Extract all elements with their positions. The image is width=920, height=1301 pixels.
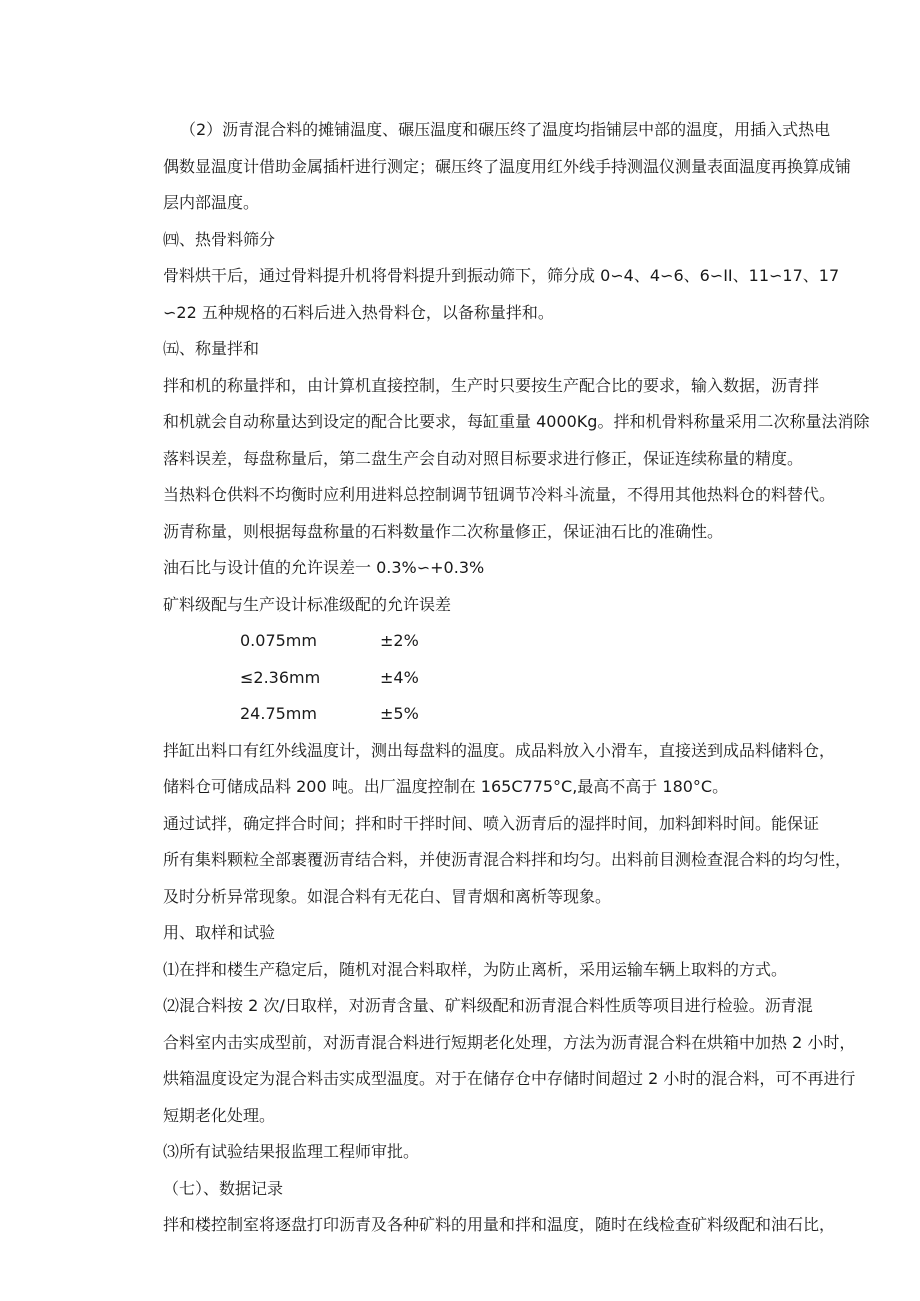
paragraph-line: 所有集料颗粒全部裹覆沥青结合料，并使沥青混合料拌和均匀。出料前目测检查混合料的均匀性， xyxy=(163,850,852,869)
tolerance-value: ±5% xyxy=(380,704,419,723)
paragraph-line: 储料仓可储成品料 200 吨。出厂温度控制在 165C775°C,最高不高于 180°C。 xyxy=(163,777,729,796)
paragraph-line: 烘箱温度设定为混合料击实成型温度。对于在储存仓中存储时间超过 2 小时的混合料，可不再进行 xyxy=(163,1069,856,1088)
paragraph-line: 沥青称量，则根据每盘称量的石料数量作二次称量修正，保证油石比的准确性。 xyxy=(163,522,724,541)
paragraph-line: 层内部温度。 xyxy=(163,193,260,212)
tolerance-value: ±4% xyxy=(380,668,419,687)
paragraph-line: 通过试拌，确定拌合时间；拌和时干拌时间、喷入沥青后的湿拌时间，加料卸料时间。能保证 xyxy=(163,814,820,833)
paragraph-line: 短期老化处理。 xyxy=(163,1106,276,1125)
paragraph-line: ∽22 五种规格的石料后进入热骨料仓，以备称量拌和。 xyxy=(163,303,554,322)
section-heading: ㈣、热骨料筛分 xyxy=(163,230,276,249)
paragraph-line: 拌和机的称量拌和，由计算机直接控制，生产时只要按生产配合比的要求，输入数据，沥青拌 xyxy=(163,376,820,395)
sieve-size: 0.075mm xyxy=(240,631,317,650)
paragraph-line: ⑴在拌和楼生产稳定后，随机对混合料取样，为防止离析，采用运输车辆上取料的方式。 xyxy=(163,960,788,979)
paragraph-line: 偶数显温度计借助金属插杆进行测定；碾压终了温度用红外线手持测温仪测量表面温度再换算成铺 xyxy=(163,157,852,176)
sieve-size: 24.75mm xyxy=(240,704,317,723)
paragraph-line: 及时分析异常现象。如混合料有无花白、冒青烟和离析等现象。 xyxy=(163,887,612,906)
paragraph-line: 拌和楼控制室将逐盘打印沥青及各种矿料的用量和拌和温度，随时在线检查矿料级配和油石比， xyxy=(163,1215,836,1234)
paragraph-line: 当热料仓供料不均衡时应利用进料总控制调节钮调节冷料斗流量，不得用其他热料仓的料替代。 xyxy=(163,485,836,504)
tolerance-value: ±2% xyxy=(380,631,419,650)
section-heading: ㈤、称量拌和 xyxy=(163,339,260,358)
paragraph-line: （2）沥青混合料的摊铺温度、碾压温度和碾压终了温度均指铺层中部的温度，用插入式热电 xyxy=(180,120,831,139)
paragraph-line: 落料误差，每盘称量后，第二盘生产会自动对照目标要求进行修正，保证连续称量的精度。 xyxy=(163,449,804,468)
paragraph-line: ⑵混合料按 2 次/日取样，对沥青含量、矿料级配和沥青混合料性质等项目进行检验。沥青混 xyxy=(163,996,813,1015)
section-heading: 用、取样和试验 xyxy=(163,923,276,942)
paragraph-line: 油石比与设计值的允许误差一 0.3%∽+0.3% xyxy=(163,558,485,577)
paragraph-line: 骨料烘干后，通过骨料提升机将骨料提升到振动筛下，筛分成 0∽4、4∽6、6∽II、11∽17、17 xyxy=(163,266,840,285)
paragraph-line: 矿料级配与生产设计标准级配的允许误差 xyxy=(163,595,452,614)
paragraph-line: 合料室内击实成型前，对沥青混合料进行短期老化处理，方法为沥青混合料在烘箱中加热 2 小时， xyxy=(163,1033,856,1052)
sieve-size: ≤2.36mm xyxy=(240,668,321,687)
paragraph-line: 拌缸出料口有红外线温度计，测出每盘料的温度。成品料放入小滑车，直接送到成品料储料仓， xyxy=(163,741,836,760)
section-heading: （七）、数据记录 xyxy=(163,1179,284,1198)
paragraph-line: 和机就会自动称量达到设定的配合比要求，每缸重量 4000Kg。拌和机骨料称量采用二次称量法消除 xyxy=(163,412,870,431)
paragraph-line: ⑶所有试验结果报监理工程师审批。 xyxy=(163,1142,420,1161)
